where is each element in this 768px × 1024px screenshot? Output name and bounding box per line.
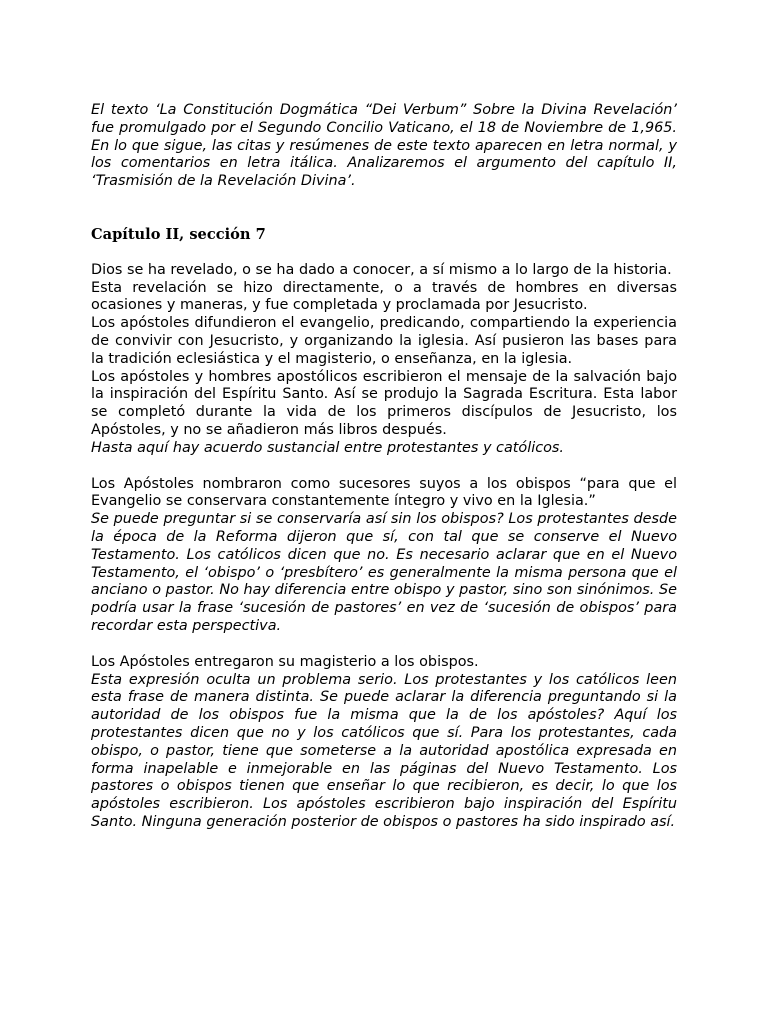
- summary-paragraph-1: Dios se ha revelado, o se ha dado a conocer, a sí mismo a lo largo de la historia.: [91, 261, 672, 278]
- summary-paragraph-2: Esta revelación se hizo directamente, o a través de hombres en diversas ocasiones y maneras, y fue completada y proclamada por Jesucristo.: [91, 279, 677, 314]
- summary-paragraph-3: Los apóstoles difundieron el evangelio, predicando, compartiendo la experiencia de convivir con Jesucristo, y organizando la iglesia. Así pusieron las bases para la tradición eclesiástica y el magisterio, o enseñanza, en la iglesia.: [91, 315, 677, 367]
- section-heading: Capítulo II, sección 7: [91, 225, 266, 243]
- comment-paragraph-2: Se puede preguntar si se conservaría así sin los obispos? Los protestantes desde la época de la Reforma dijeron que sí, con tal que se conserve el Nuevo Testamento. Los católicos dicen que no. Es necesario aclarar que en el Nuevo Testamento, el ‘obispo’ o ‘presbítero’ es generalmente la misma persona que el anciano o pastor. No hay diferencia entre obispo y pastor, sino son sinónimos. Se podría usar la frase ‘sucesión de pastores’ en vez de ‘sucesión de obispos’ para recordar esta perspectiva.: [91, 511, 677, 634]
- summary-paragraph-4: Los apóstoles y hombres apostólicos escribieron el mensaje de la salvación bajo la inspiración del Espíritu Santo. Así se produjo la Sagrada Escritura. Esta labor se completó durante la vida de los primeros discípulos de Jesucristo, los Apóstoles, y no se añadieron más libros después.: [91, 368, 677, 438]
- document-page: [91, 102, 677, 832]
- summary-paragraph-6: Los Apóstoles entregaron su magisterio a los obispos.: [91, 653, 479, 670]
- comment-paragraph-3: Esta expresión oculta un problema serio. Los protestantes y los católicos leen esta frase de manera distinta. Se puede aclarar la diferencia preguntando si la autoridad de los obispos fue la misma que la de los apóstoles? Aquí los protestantes dicen que no y los católicos que sí. Para los protestantes, cada obispo, o pastor, tiene que someterse a la autoridad apostólica expresada en forma inapelable e inmejorable en las páginas del Nuevo Testamento. Los pastores o obispos tienen que enseñar lo que recibieron, es decir, lo que los apóstoles escribieron. Los apóstoles escribieron bajo inspiración del Espíritu Santo. Ninguna generación posterior de obispos o pastores ha sido inspirado así.: [91, 671, 677, 830]
- summary-paragraph-5: Los Apóstoles nombraron como sucesores suyos a los obispos “para que el Evangelio se conservara constantemente íntegro y vivo en la Iglesia.”: [91, 475, 677, 510]
- intro-paragraph: El texto ‘La Constitución Dogmática “Dei Verbum” Sobre la Divina Revelación’ fue promulgado por el Segundo Concilio Vaticano, el 18 de Noviembre de 1,965. En lo que sigue, las citas y resúmenes de este texto aparecen en letra normal, y los comentarios en letra itálica. Analizaremos el argumento del capítulo II, ‘Trasmisión de la Revelación Divina’.: [91, 102, 677, 190]
- comment-paragraph-1: Hasta aquí hay acuerdo sustancial entre protestantes y católicos.: [91, 439, 564, 456]
